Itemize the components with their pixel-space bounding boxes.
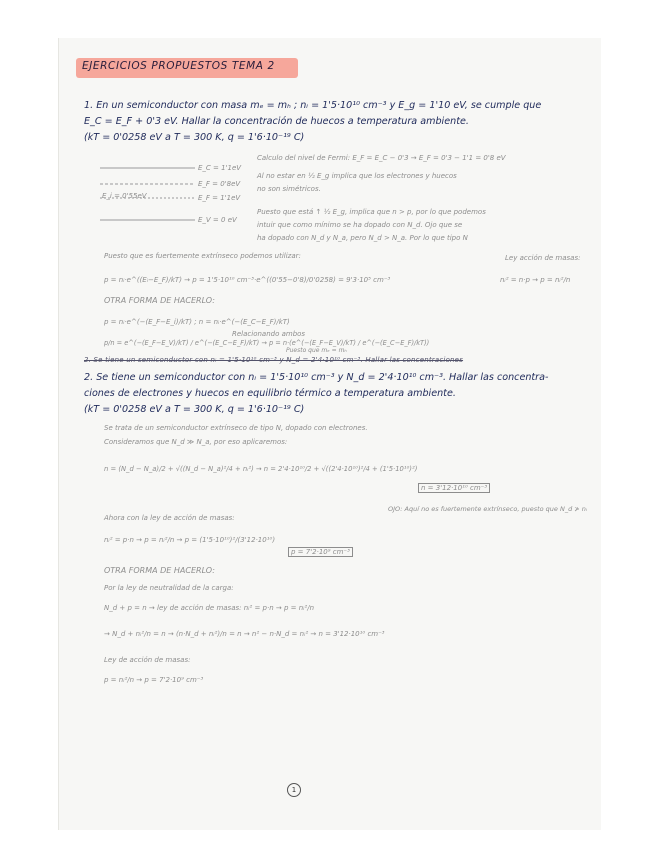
diagram-label-ec: E_C = 1'1eV bbox=[198, 164, 242, 172]
problem2-line1: 2. Se tiene un semiconductor con nᵢ = 1'5·10¹⁰ cm⁻³ y N_d = 2'4·10¹⁰ cm⁻³. Hallar las concentra- bbox=[84, 372, 549, 383]
p1-relating: Relacionando ambos bbox=[232, 330, 306, 338]
p2-note-2: n = (N_d − N_a)/2 + √((N_d − N_a)²/4 + nᵢ²) → n = 2'4·10¹⁰/2 + √((2'4·10¹⁰)²/4 + (1'5·10¹⁰)²) bbox=[104, 465, 418, 473]
p2-note-13: p = nᵢ²/n → p = 7'2·10⁹ cm⁻³ bbox=[104, 676, 204, 684]
problem1-line3: (kT = 0'0258 eV a T = 300 K, q = 1'6·10⁻¹⁹ C) bbox=[84, 132, 305, 143]
struck-out-line: 2. Se tiene un semiconductor con nᵢ = 1'5·10¹⁰ cm⁻³ y N_d = 2'4·10¹⁰ cm⁻³. Hallar las concentraciones bbox=[84, 356, 464, 364]
p1-eq3: p/n = e^(−(E_F−E_V)/kT) / e^(−(E_C−E_F)/kT) → p = n·(e^(−(E_F−E_V)/kT) / e^(−(E_C−E_F)/kT)) bbox=[104, 339, 430, 347]
p2-note-11: → N_d + nᵢ²/n = n → (n·N_d + nᵢ²)/n = n → n² − n·N_d = nᵢ² → n = 3'12·10¹⁰ cm⁻³ bbox=[104, 630, 385, 638]
p2-result-p: p = 7'2·10⁹ cm⁻³ bbox=[288, 548, 353, 556]
p1-eq2: p = nᵢ·e^(−(E_F−E_i)/kT) ; n = nᵢ·e^(−(E_C−E_F)/kT) bbox=[104, 318, 290, 326]
p1-note-3: Puesto que está ↑ ½ E_g, implica que n > p, por lo que podemos bbox=[257, 208, 486, 216]
p2-note-12: Ley de acción de masas: bbox=[104, 656, 191, 664]
p1-note-1: Al no estar en ½ E_g implica que los electrones y huecos bbox=[257, 172, 457, 180]
problem2-line2: ciones de electrones y huecos en equilibrio térmico a temperatura ambiente. bbox=[84, 388, 456, 399]
p1-otra-forma: OTRA FORMA DE HACERLO: bbox=[104, 296, 215, 305]
problem1-line1: 1. En un semiconductor con masa mₑ = mₕ ; nᵢ = 1'5·10¹⁰ cm⁻³ y E_g = 1'10 eV, se cumple que bbox=[84, 100, 542, 111]
p2-note-4: OJO: Aquí no es fuertemente extrínseco, puesto que N_d ≯ nᵢ bbox=[388, 505, 588, 513]
p1-note-mass: Puesto que mₑ = mₕ bbox=[286, 347, 347, 354]
p2-note-5: Ahora con la ley de acción de masas: bbox=[104, 514, 235, 522]
p2-note-9: Por la ley de neutralidad de la carga: bbox=[104, 584, 234, 592]
p2-otra-forma: OTRA FORMA DE HACERLO: bbox=[104, 566, 215, 575]
p1-note-4: intuir que como mínimo se ha dopado con N_d. Ojo que se bbox=[257, 221, 463, 229]
p1-mass-law: nᵢ² = n·p → p = nᵢ²/n bbox=[500, 276, 571, 284]
p1-note-7: Ley acción de masas: bbox=[505, 254, 581, 262]
p1-note-0: Calculo del nivel de Fermi: E_F = E_C − 0'3 → E_F = 0'3 − 1'1 = 0'8 eV bbox=[257, 154, 506, 162]
diagram-label-ef: E_F = 0'8eV bbox=[198, 180, 241, 188]
p2-note-1: Consideramos que N_d ≫ N_a, por eso aplicaremos: bbox=[104, 438, 288, 446]
diagram-label-ef2: E_F = 1'1eV bbox=[198, 194, 241, 202]
p2-note-0: Se trata de un semiconductor extrínseco de tipo N, dopado con electrones. bbox=[104, 424, 368, 432]
p1-note-2: no son simétricos. bbox=[257, 185, 321, 193]
diagram-label-ev: E_V = 0 eV bbox=[198, 216, 237, 224]
p2-note-6: nᵢ² = p·n → p = nᵢ²/n → p = (1'5·10¹⁰)²/(3'12·10¹⁰) bbox=[104, 536, 276, 544]
p1-note-5: ha dopado con N_d y N_a, pero N_d > N_a. Por lo que tipo N bbox=[257, 234, 468, 242]
document-title: EJERCICIOS PROPUESTOS TEMA 2 bbox=[82, 60, 275, 72]
p2-result-n: n = 3'12·10¹⁰ cm⁻³ bbox=[418, 484, 490, 492]
p2-note-10: N_d + p = n → ley de acción de masas: nᵢ² = p·n → p = nᵢ²/n bbox=[104, 604, 315, 612]
problem2-line3: (kT = 0'0258 eV a T = 300 K, q = 1'6·10⁻¹⁹ C) bbox=[84, 404, 305, 415]
page-number: 1 bbox=[287, 783, 301, 797]
diagram-label-ei: E_i = 0'55eV bbox=[102, 192, 147, 200]
p1-eq1: p = nᵢ·e^((Eᵢ−E_F)/kT) → p = 1'5·10¹⁰ cm⁻³·e^((0'55−0'8)/0'0258) = 9'3·10⁵ cm⁻³ bbox=[104, 276, 391, 284]
problem1-line2: E_C = E_F + 0'3 eV. Hallar la concentración de huecos a temperatura ambiente. bbox=[84, 116, 469, 127]
p1-note-6: Puesto que es fuertemente extrínseco podemos utilizar: bbox=[104, 252, 301, 260]
